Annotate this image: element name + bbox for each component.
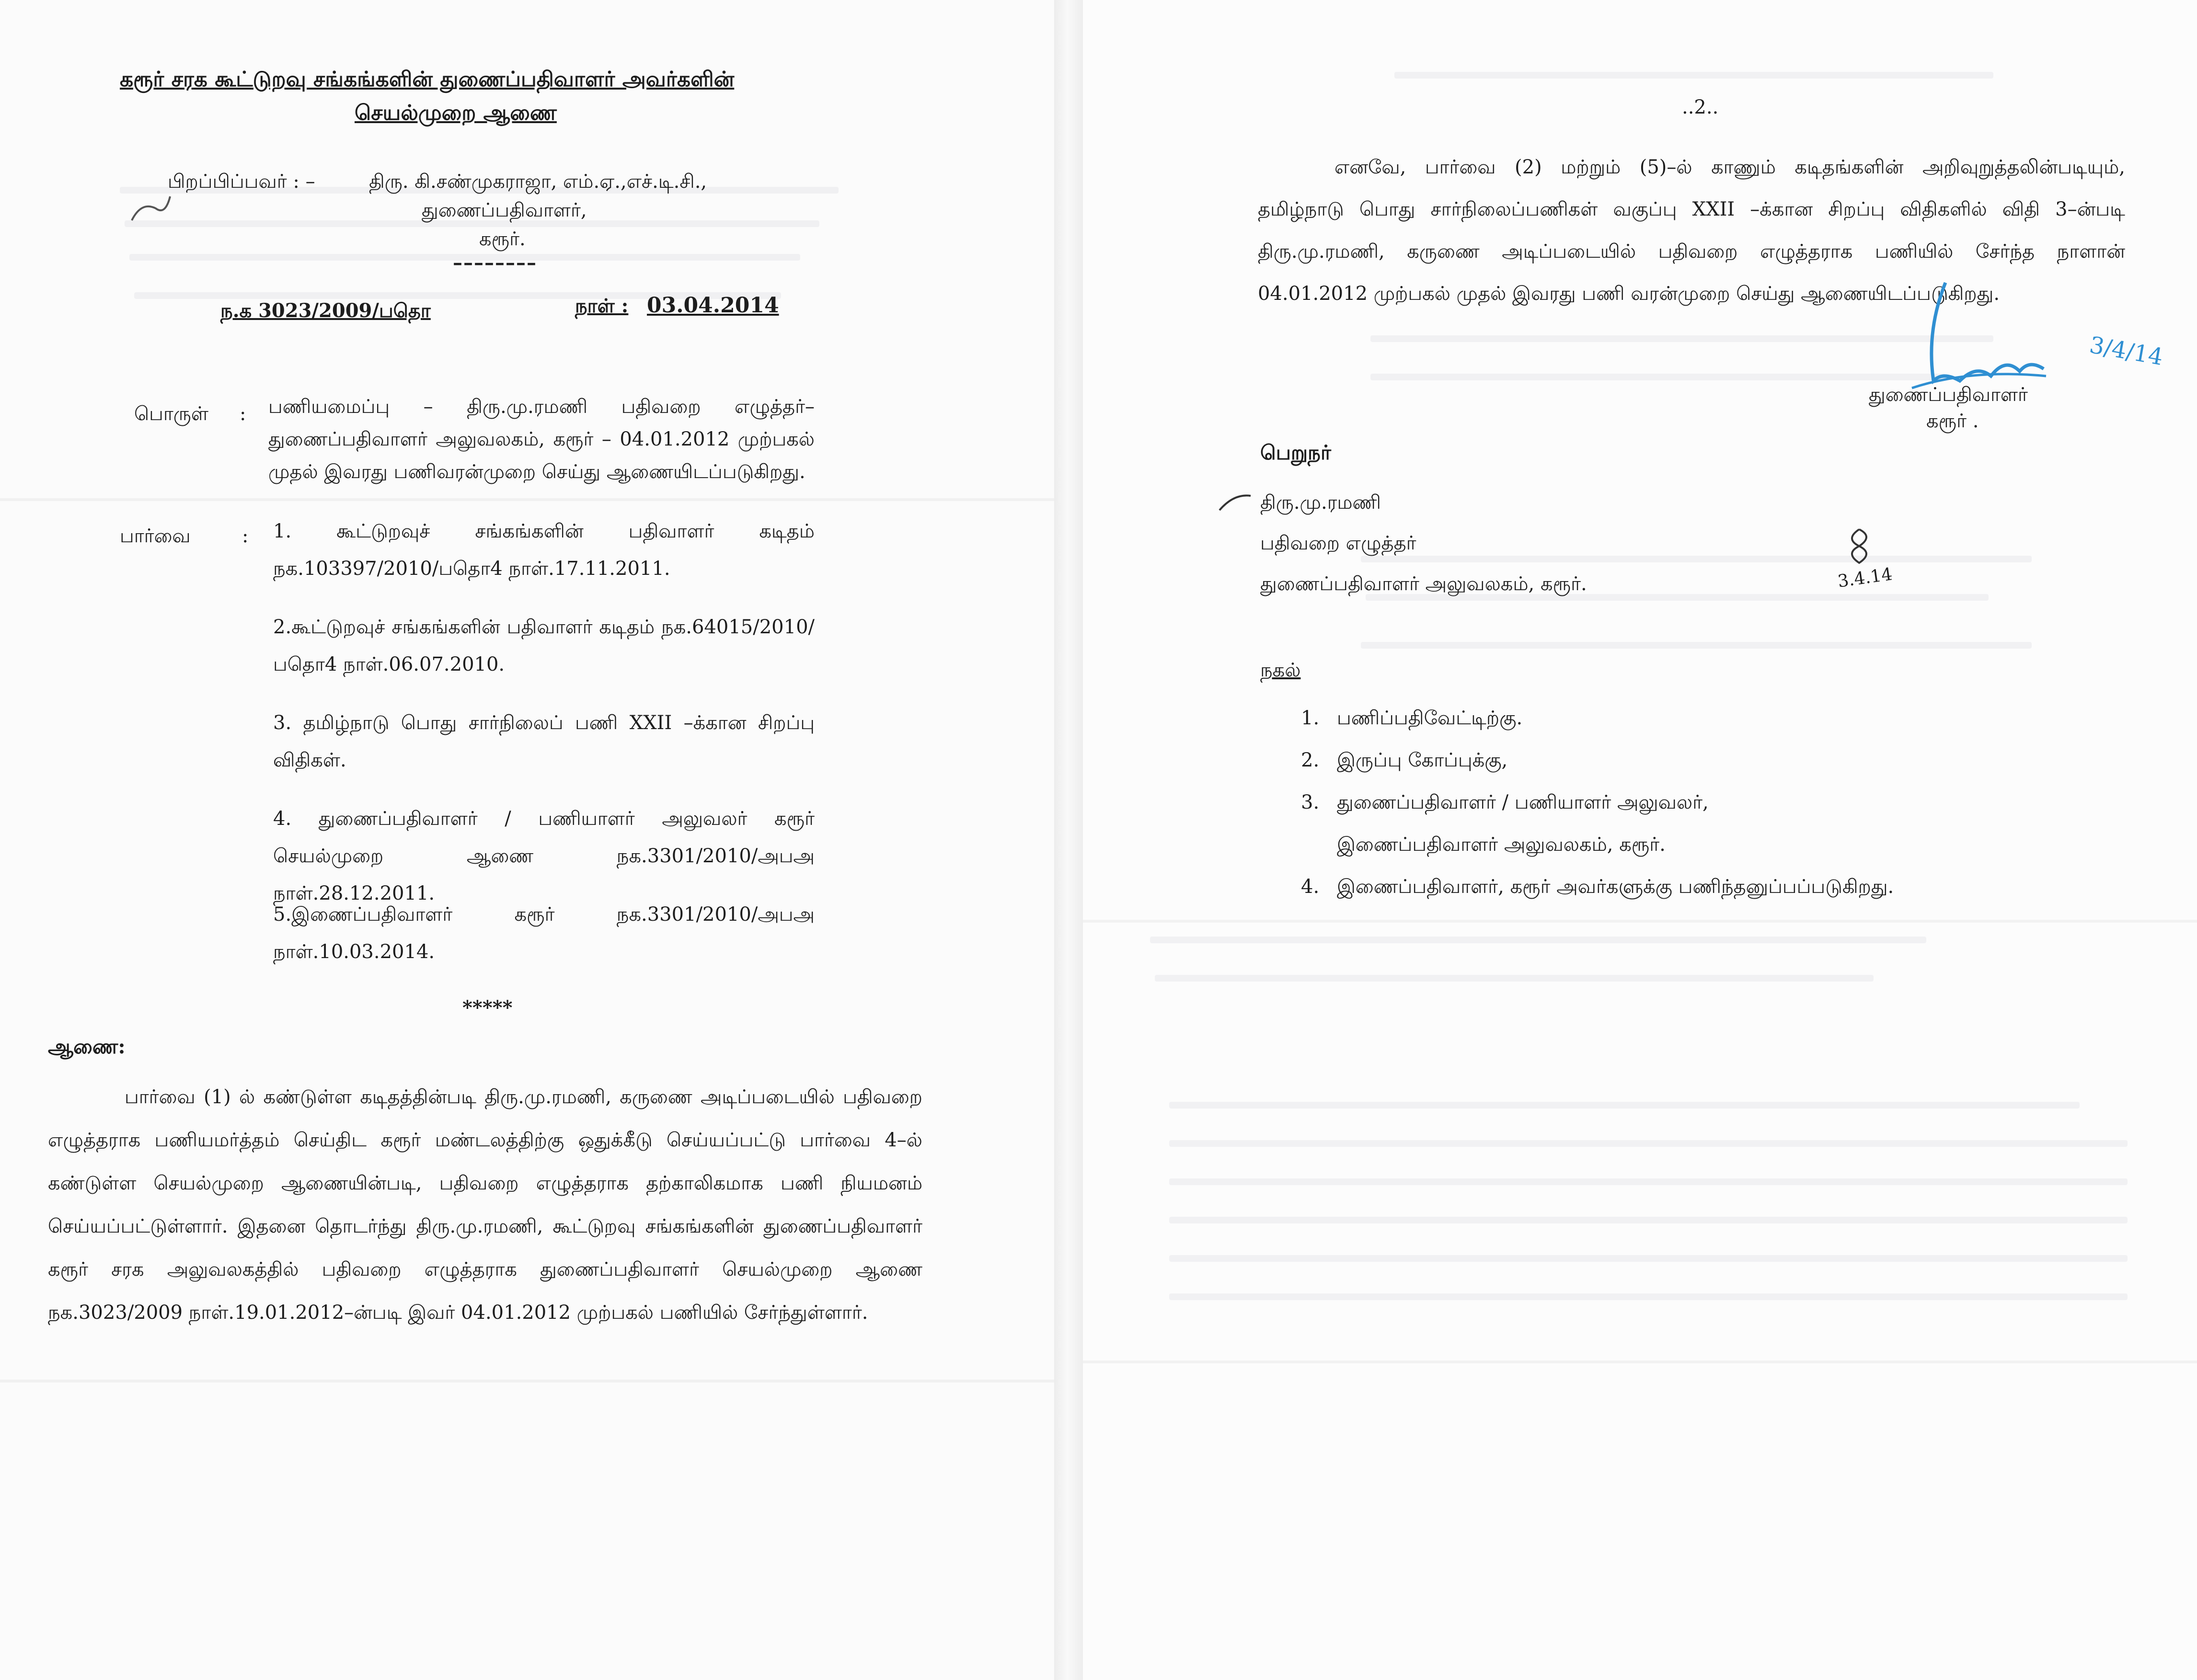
recipient-heading: பெறுநர் (1260, 441, 1331, 464)
signatory-designation: துணைப்பதிவாளர் (1869, 384, 2028, 406)
reference-item: 5.இணைப்பதிவாளர் கரூர் நக.3301/2010/அபஅ நாள்.10.03.2014. (273, 903, 815, 963)
issuer-label: பிறப்பிப்பவர் : – (168, 171, 315, 193)
order-body: பார்வை (1) ல் கண்டுள்ள கடிதத்தின்படி திரு.மு.ரமணி, கருணை அடிப்படையில் பதிவறை எழுத்தராக பணியமர்த்தம் செய்திட கரூர் மண்டலத்திற்கு ஒதுக்கீடு செய்யப்பட்டு பார்வை 4–ல் கண்டுள்ள செயல்முறை ஆணையின்படி, பதிவறை எழுத்தராக தற்காலிகமாக பணி நியமனம் செய்யப்பட்டுள்ளார். இதனை தொடர்ந்து திரு.மு.ரமணி, கூட்டுறவு சங்கங்களின் துணைப்பதிவாளர் கரூர் சரக அலுவலகத்தில் பதிவறை எழுத்தராக துணைப்பதிவாளர் செயல்முறை ஆணை நக.3023/2009 நாள்.19.01.2012–ன்படி இவர் 04.01.2012 முற்பகல் பணியில் சேர்ந்துள்ளார். (48, 1086, 922, 1324)
divider-stars: ***** (462, 996, 513, 1019)
bleed-through (1361, 642, 2032, 649)
copy-number: 2. (1301, 749, 1320, 771)
copy-item: இணைப்பதிவாளர், கரூர் அவர்களுக்கு பணிந்தனுப்பப்படுகிறது. (1337, 876, 1894, 898)
initial-mark (1840, 525, 1878, 568)
ink-mark (122, 187, 180, 230)
order-title-line1: கரூர் சரக கூட்டுறவு சங்கங்களின் துணைப்பதிவாளர் அவர்களின் (120, 67, 735, 91)
signature-date: 3/4/14 (2087, 331, 2165, 371)
reference-item: 2.கூட்டுறவுச் சங்கங்களின் பதிவாளர் கடிதம் நக.64015/2010/பதொ4 நாள்.06.07.2010. (273, 616, 815, 675)
bleed-through (1169, 1102, 2080, 1109)
references-label: பார்வை (120, 525, 191, 547)
copy-number: 1. (1301, 707, 1320, 729)
recipient-designation: பதிவறை எழுத்தர் (1260, 532, 1416, 554)
copy-number: 4. (1301, 876, 1320, 898)
signatory-place: கரூர் . (1926, 410, 1979, 432)
copy-number: 3. (1301, 791, 1320, 813)
bleed-through (1169, 1178, 2128, 1185)
continuation-body: எனவே, பார்வை (2) மற்றும் (5)–ல் காணும் கடிதங்களின் அறிவுறுத்தலின்படியும், தமிழ்நாடு பொது சார்நிலைப்பணிகள் வகுப்பு XXII –க்கான சிறப்பு விதிகளில் விதி 3–ன்படி திரு.மு.ரமணி, கருணை அடிப்படையில் பதிவறை எழுத்தராக பணியில் சேர்ந்த நாளான் 04.01.2012 முற்பகல் முதல் இவரது பணி வரன்முறை செய்து ஆணையிடப்படுகிறது. (1258, 156, 2125, 305)
recipient-name: திரு.மு.ரமணி (1260, 491, 1381, 514)
page-number: ..2.. (1682, 96, 1719, 118)
bleed-through (1394, 72, 1993, 79)
references-colon: : (242, 525, 249, 547)
right-page (1083, 0, 2197, 1680)
date-label: நாள் : (575, 295, 629, 317)
issuer-place: கரூர். (479, 228, 526, 250)
copy-item: இணைப்பதிவாளர் அலுவலகம், கரூர். (1337, 834, 1666, 856)
copy-item: பணிப்பதிவேட்டிற்கு. (1337, 707, 1523, 729)
subject-text: பணியமைப்பு – திரு.மு.ரமணி பதிவறை எழுத்தர்– துணைப்பதிவாளர் அலுவலகம், கரூர் – 04.01.2012 முற்பகல் முதல் இவரது பணிவரன்முறை செய்து ஆணையிடப்படுகிறது. (268, 396, 815, 483)
subject-colon: : (240, 403, 246, 425)
order-heading: ஆணை: (48, 1035, 126, 1058)
separator-line: –––––––– (453, 251, 537, 274)
reference-item: 4. துணைப்பதிவாளர் / பணியாளர் அலுவலர் கரூர் செயல்முறை ஆணை நக.3301/2010/அபஅ நாள்.28.12.2011. (273, 808, 815, 904)
bleed-through (1169, 1255, 2128, 1262)
copy-heading: நகல் (1260, 659, 1301, 681)
reference-number: ந.க 3023/2009/பதொ (220, 299, 431, 322)
signature (1893, 268, 2161, 402)
bleed-through (1155, 975, 1874, 982)
paper-fold (1083, 920, 2197, 923)
bleed-through (1361, 556, 2032, 562)
copy-item: இருப்பு கோப்புக்கு, (1337, 749, 1508, 771)
paper-fold (0, 498, 1054, 501)
issuer-name: திரு. கி.சண்முகராஜா, எம்.ஏ.,எச்.டி.சி., (369, 171, 707, 193)
reference-item: 3. தமிழ்நாடு பொது சார்நிலைப் பணி XXII –க்கான சிறப்பு விதிகள். (273, 712, 815, 771)
bleed-through (1169, 1140, 2128, 1147)
initial-date: 3.4.14 (1836, 564, 1894, 592)
recipient-office: துணைப்பதிவாளர் அலுவலகம், கரூர். (1260, 573, 1587, 595)
paper-fold (1083, 1360, 2197, 1363)
bleed-through (1370, 374, 1945, 380)
bleed-through (1169, 1293, 2128, 1300)
copy-item: துணைப்பதிவாளர் / பணியாளர் அலுவலர், (1337, 791, 1709, 813)
subject-label: பொருள் (134, 403, 208, 425)
paper-fold (0, 1380, 1054, 1383)
order-title-line2: செயல்முறை ஆணை (355, 101, 557, 125)
reference-item: 1. கூட்டுறவுச் சங்கங்களின் பதிவாளர் கடிதம் நக.103397/2010/பதொ4 நாள்.17.11.2011. (273, 520, 815, 580)
bleed-through (1150, 937, 1926, 943)
page-gap (1054, 0, 1083, 1680)
left-page (0, 0, 1054, 1680)
issuer-designation: துணைப்பதிவாளர், (422, 199, 587, 221)
bleed-through (1169, 1217, 2128, 1223)
tick-mark (1217, 491, 1255, 515)
order-date: 03.04.2014 (647, 293, 779, 318)
